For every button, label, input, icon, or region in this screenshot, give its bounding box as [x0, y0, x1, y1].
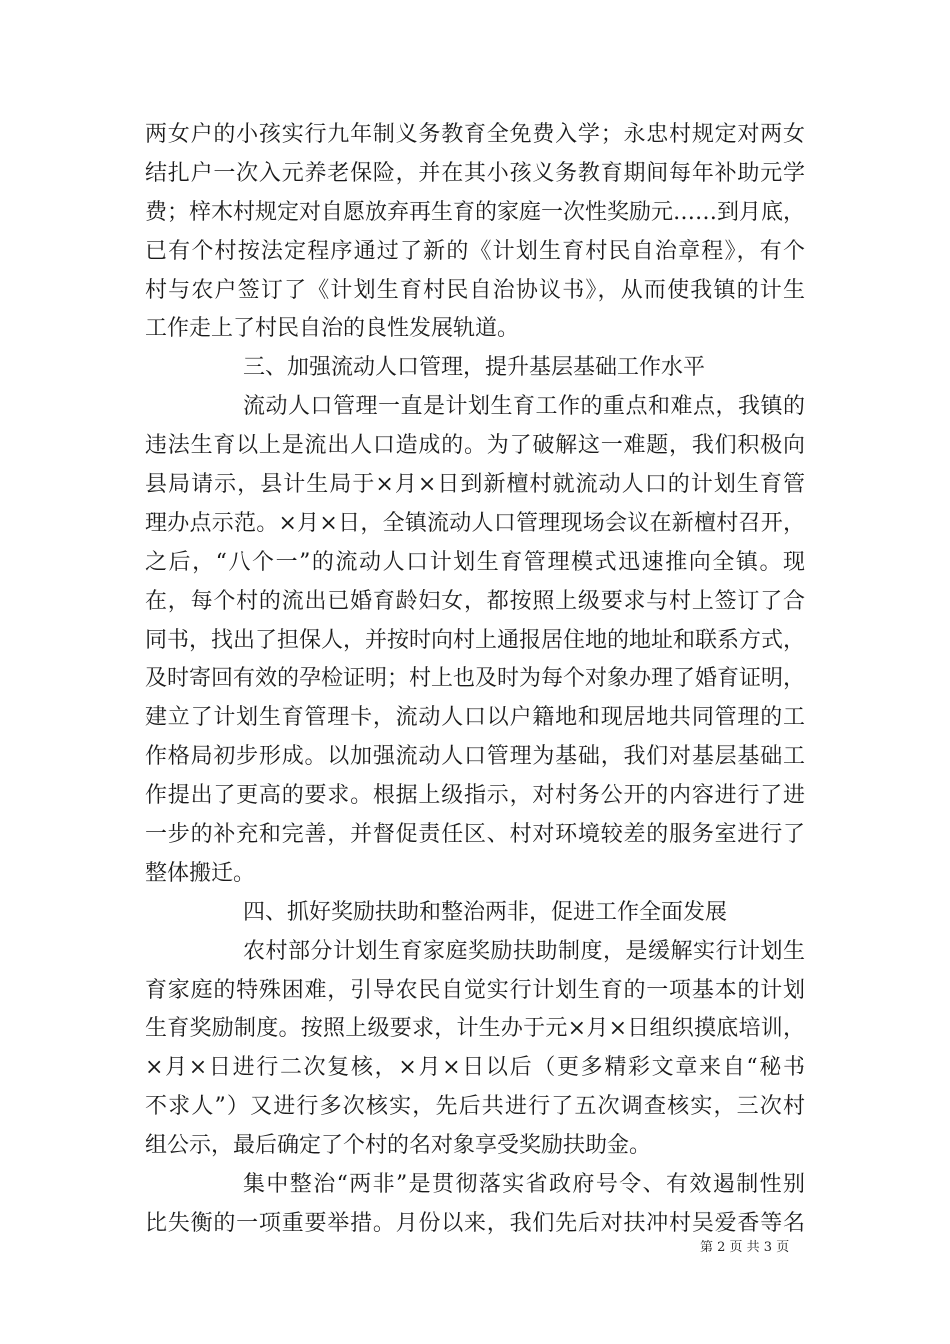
- paragraph-line: 集中整治“两非”是贯彻落实省政府号令、有效遏制性别: [243, 1172, 805, 1198]
- paragraph-line: 理办点示范。×月×日，全镇流动人口管理现场会议在新檀村召开，: [145, 510, 805, 536]
- paragraph-line: 违法生育以上是流出人口造成的。为了破解这一难题，我们积极向: [145, 433, 805, 459]
- paragraph-line: 两女户的小孩实行九年制义务教育全免费入学；永忠村规定对两女: [145, 122, 805, 147]
- paragraph-line: 不求人”）又进行多次核实，先后共进行了五次调查核实，三次村: [145, 1094, 805, 1120]
- paragraph-line: 一步的补充和完善，并督促责任区、村对环境较差的服务室进行了: [145, 822, 805, 848]
- section-heading: 四、抓好奖励扶助和整治两非，促进工作全面发展: [243, 899, 728, 925]
- paragraph-line: 建立了计划生育管理卡，流动人口以户籍地和现居地共同管理的工: [145, 705, 805, 731]
- paragraph-line: 比失衡的一项重要举措。月份以来，我们先后对扶冲村吴爱香等名: [145, 1210, 805, 1236]
- paragraph-line: 县局请示，县计生局于×月×日到新檀村就流动人口的计划生育管: [145, 472, 805, 498]
- paragraph-line: 已有个村按法定程序通过了新的《计划生育村民自治章程》，有个: [145, 238, 805, 264]
- paragraph-line: 之后，“八个一”的流动人口计划生育管理模式迅速推向全镇。现: [145, 549, 805, 575]
- paragraph-line: 育家庭的特殊困难，引导农民自觉实行计划生育的一项基本的计划: [145, 977, 805, 1003]
- paragraph-line: 农村部分计划生育家庭奖励扶助制度，是缓解实行计划生: [243, 938, 805, 964]
- paragraph-line: 流动人口管理一直是计划生育工作的重点和难点，我镇的: [243, 394, 805, 420]
- paragraph-line: 作提出了更高的要求。根据上级指示，对村务公开的内容进行了进: [145, 783, 805, 809]
- paragraph-line: 结扎户一次入元养老保险，并在其小孩义务教育期间每年补助元学: [145, 160, 805, 186]
- paragraph-line: 同书，找出了担保人，并按时向村上通报居住地的地址和联系方式，: [145, 627, 806, 653]
- paragraph-line: 生育奖励制度。按照上级要求，计生办于元×月×日组织摸底培训，: [145, 1016, 805, 1042]
- paragraph-line: 整体搬迁。: [145, 860, 256, 886]
- document-body: [145, 116, 805, 1244]
- paragraph-line: 作格局初步形成。以加强流动人口管理为基础，我们对基层基础工: [145, 744, 805, 770]
- paragraph-line: ×月×日进行二次复核，×月×日以后（更多精彩文章来自“秘书: [145, 1055, 805, 1081]
- page-number-footer: 第 2 页 共 3 页: [700, 1240, 790, 1255]
- paragraph-line: 在，每个村的流出已婚育龄妇女，都按照上级要求与村上签订了合: [145, 588, 805, 614]
- section-heading: 三、加强流动人口管理，提升基层基础工作水平: [243, 355, 706, 381]
- paragraph-line: 组公示，最后确定了个村的名对象享受奖励扶助金。: [145, 1133, 652, 1159]
- paragraph-line: 及时寄回有效的孕检证明；村上也及时为每个对象办理了婚育证明，: [145, 666, 806, 692]
- paragraph-line: 工作走上了村民自治的良性发展轨道。: [145, 316, 520, 342]
- paragraph-line: 村与农户签订了《计划生育村民自治协议书》，从而使我镇的计生: [145, 277, 805, 303]
- paragraph-line: 费；梓木村规定对自愿放弃再生育的家庭一次性奖励元……到月底，: [145, 199, 806, 225]
